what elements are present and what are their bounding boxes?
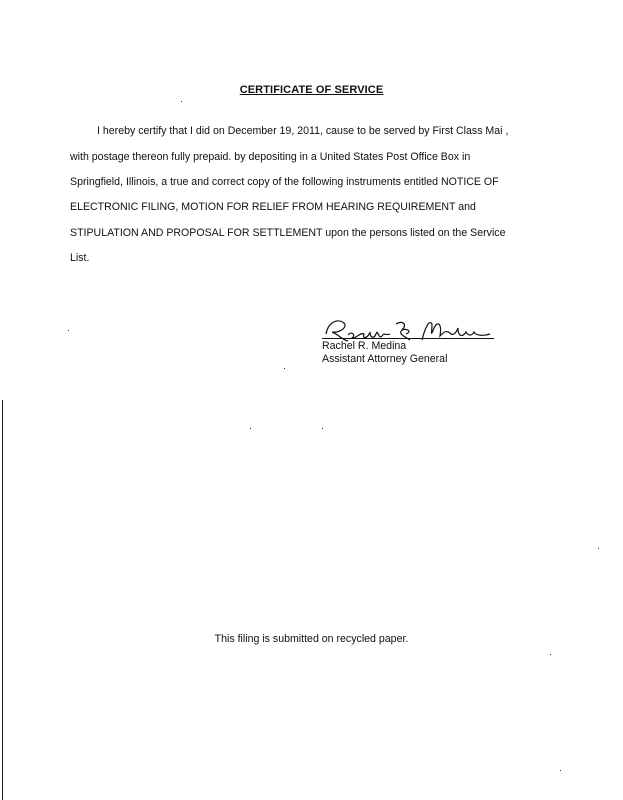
scan-speck: [322, 428, 323, 429]
body-line-3: Springfield, Illinois, a true and correct copy of the following instruments entitled NOTICE OF: [70, 176, 499, 188]
signer-name: Rachel R. Medina: [322, 340, 407, 352]
body-line-2: with postage thereon fully prepaid. by depositing in a United States Post Office Box in: [70, 151, 471, 163]
signer-title: Assistant Attorney General: [322, 353, 448, 365]
scan-speck: [550, 654, 551, 655]
body-line-6: List.: [70, 252, 90, 264]
scan-speck: [68, 330, 69, 331]
scan-speck: [250, 428, 251, 429]
page-title: CERTIFICATE OF SERVICE: [239, 84, 384, 96]
body-line-4: ELECTRONIC FILING, MOTION FOR RELIEF FROM HEARING REQUIREMENT and: [70, 201, 476, 213]
left-margin-scan-line: [2, 400, 3, 800]
scan-speck: [560, 770, 561, 771]
body-line-5: STIPULATION AND PROPOSAL FOR SETTLEMENT upon the persons listed on the Service: [70, 227, 506, 239]
scan-speck: [598, 548, 599, 549]
body-line-1: I hereby certify that I did on December 19, 2011, cause to be served by First Class Mai ,: [97, 125, 509, 137]
scan-speck: [284, 368, 285, 369]
footer-note: This filing is submitted on recycled paper.: [214, 633, 409, 645]
scan-speck: [181, 101, 182, 102]
signature-line: [322, 338, 494, 339]
